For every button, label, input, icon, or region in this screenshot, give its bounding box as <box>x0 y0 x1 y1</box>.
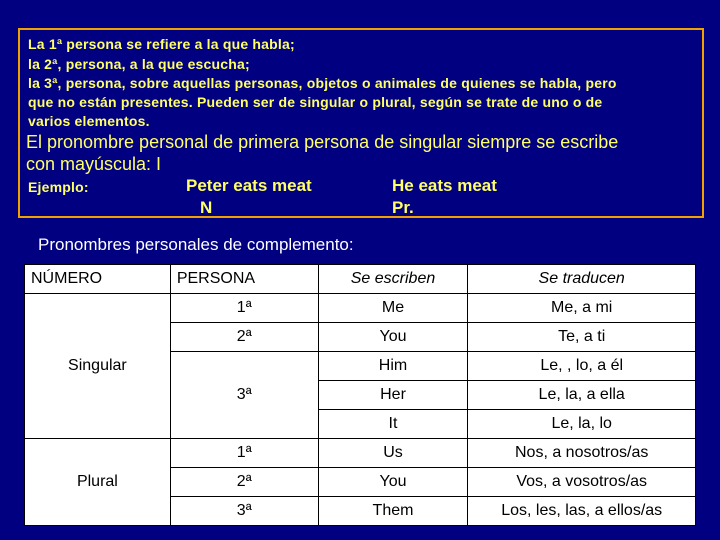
persona-cell: 2ª <box>170 323 318 352</box>
header-se-traducen: Se traducen <box>468 265 696 294</box>
section-title: Pronombres personales de complemento: <box>38 235 354 254</box>
numero-singular: Singular <box>25 294 171 439</box>
traducen-cell: Los, les, las, a ellos/as <box>468 497 696 526</box>
traducen-cell: Le, la, a ella <box>468 381 696 410</box>
header-se-escriben: Se escriben <box>318 265 468 294</box>
escriben-cell: You <box>318 323 468 352</box>
table-row <box>25 294 696 323</box>
persona-cell: 1ª <box>170 439 318 468</box>
intro-line-4: que no están presentes. Pueden ser de singular o plural, según se trate de uno o de <box>28 94 603 110</box>
example-2-tag: Pr. <box>392 198 414 217</box>
persona-cell: 3ª <box>170 497 318 526</box>
traducen-cell: Vos, a vosotros/as <box>468 468 696 497</box>
intro-line-2: la 2ª, persona, a la que escucha; <box>28 56 250 72</box>
persona-cell: 2ª <box>170 468 318 497</box>
traducen-cell: Te, a ti <box>468 323 696 352</box>
persona-cell: 3ª <box>170 352 318 439</box>
traducen-cell: Nos, a nosotros/as <box>468 439 696 468</box>
example-1: Peter eats meat <box>186 176 312 195</box>
escriben-cell: It <box>318 410 468 439</box>
traducen-cell: Me, a mi <box>468 294 696 323</box>
example-2: He eats meat <box>392 176 497 195</box>
intro-line-1: La 1ª persona se refiere a la que habla; <box>28 36 295 52</box>
traducen-cell: Le, , lo, a él <box>468 352 696 381</box>
intro-line-3: la 3ª, persona, sobre aquellas personas, objetos o animales de quienes se habla, pero <box>28 75 617 91</box>
numero-plural: Plural <box>25 439 171 526</box>
example-1-tag: N <box>200 198 213 217</box>
header-persona: PERSONA <box>170 265 318 294</box>
intro-line-5: varios elementos. <box>28 113 150 129</box>
example-label: Ejemplo: <box>28 179 89 195</box>
table-header-row <box>25 265 696 294</box>
escriben-cell: You <box>318 468 468 497</box>
rule-line-2: con mayúscula: I <box>26 154 162 174</box>
escriben-cell: Us <box>318 439 468 468</box>
escriben-cell: Me <box>318 294 468 323</box>
pronouns-table <box>24 264 696 526</box>
table-row <box>25 439 696 468</box>
escriben-cell: Her <box>318 381 468 410</box>
persona-cell: 1ª <box>170 294 318 323</box>
header-numero: NÚMERO <box>25 265 171 294</box>
intro-box <box>18 28 704 218</box>
escriben-cell: Him <box>318 352 468 381</box>
escriben-cell: Them <box>318 497 468 526</box>
rule-line-1: El pronombre personal de primera persona de singular siempre se escribe <box>26 132 619 152</box>
traducen-cell: Le, la, lo <box>468 410 696 439</box>
